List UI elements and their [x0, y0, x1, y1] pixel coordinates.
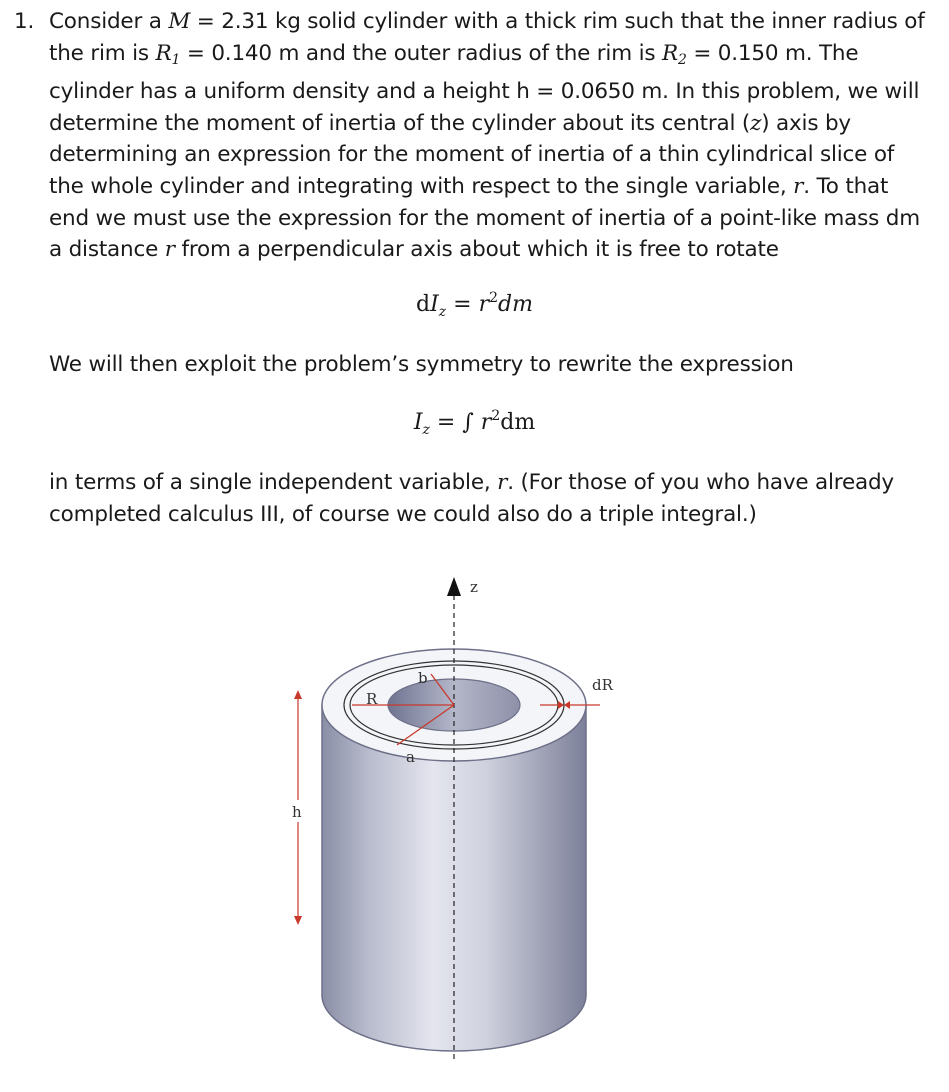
label-dR: dR [592, 676, 613, 694]
eq-sub: z [422, 422, 430, 438]
label-b: b [418, 669, 428, 687]
label-z: z [470, 578, 478, 596]
eq-pow: 2 [491, 408, 501, 424]
mass-symbol: M [168, 9, 191, 34]
eq-pow: 2 [489, 290, 499, 306]
eq-r: r [478, 292, 490, 317]
problem-number: 1. [14, 9, 35, 34]
eq-equals: = [446, 292, 479, 317]
label-h: h [292, 803, 302, 821]
inner-radius-symbol: R [155, 40, 172, 66]
r-symbol: r [497, 470, 508, 495]
eq-dm: dm [498, 292, 533, 317]
outer-radius-symbol: R [661, 40, 678, 66]
eq-r: r [480, 410, 492, 435]
eq-I: I [430, 292, 439, 317]
z-symbol: z [750, 110, 762, 136]
text-run: in terms of a single independent variable, [49, 470, 498, 495]
text-run: = 0.150 m. The cylinder has a uniform density and a height h = 0.0650 m. In this problem, we will determine the moment of inertia of the cylinder about its central ( [49, 40, 920, 136]
text-run: . To that end we must use the expression for the moment of inertia of a point-like mass dm a distance [49, 173, 920, 263]
label-a: a [406, 748, 415, 766]
label-R: R [366, 690, 378, 708]
eq-equals-integral: = ∫ [429, 410, 481, 435]
height-arrow-icon [294, 690, 302, 699]
eq-d: d [415, 292, 431, 317]
subscript: 2 [677, 51, 687, 68]
r-symbol: r [164, 237, 175, 263]
text-run: = 2.31 kg solid cylinder with a thick rim such that the inner radius of the rim is [49, 9, 925, 66]
text-run: from a perpendicular axis about which it is free to rotate [174, 237, 779, 263]
eq-dm: dm [500, 410, 536, 435]
z-axis-arrow-icon [447, 577, 461, 596]
eq-sub: z [438, 304, 447, 320]
text-run: Consider a [49, 9, 169, 34]
text-run: . (For those of you who have already completed calculus III, of course we could also do a triple integral.) [49, 470, 894, 527]
text-run: = 0.140 m and the outer radius of the rim is [180, 40, 662, 66]
text-run: ) axis by determining an expression for the moment of inertia of a thin cylindrical slice of the whole cylinder and integrating with respect to the single variable, [49, 110, 895, 199]
eq-I: I [413, 410, 423, 435]
height-arrow-icon [294, 916, 302, 925]
subscript: 1 [171, 51, 181, 68]
r-symbol: r [793, 173, 804, 199]
sentence-symmetry: We will then exploit the problem’s symmetry to rewrite the expression [49, 352, 794, 377]
